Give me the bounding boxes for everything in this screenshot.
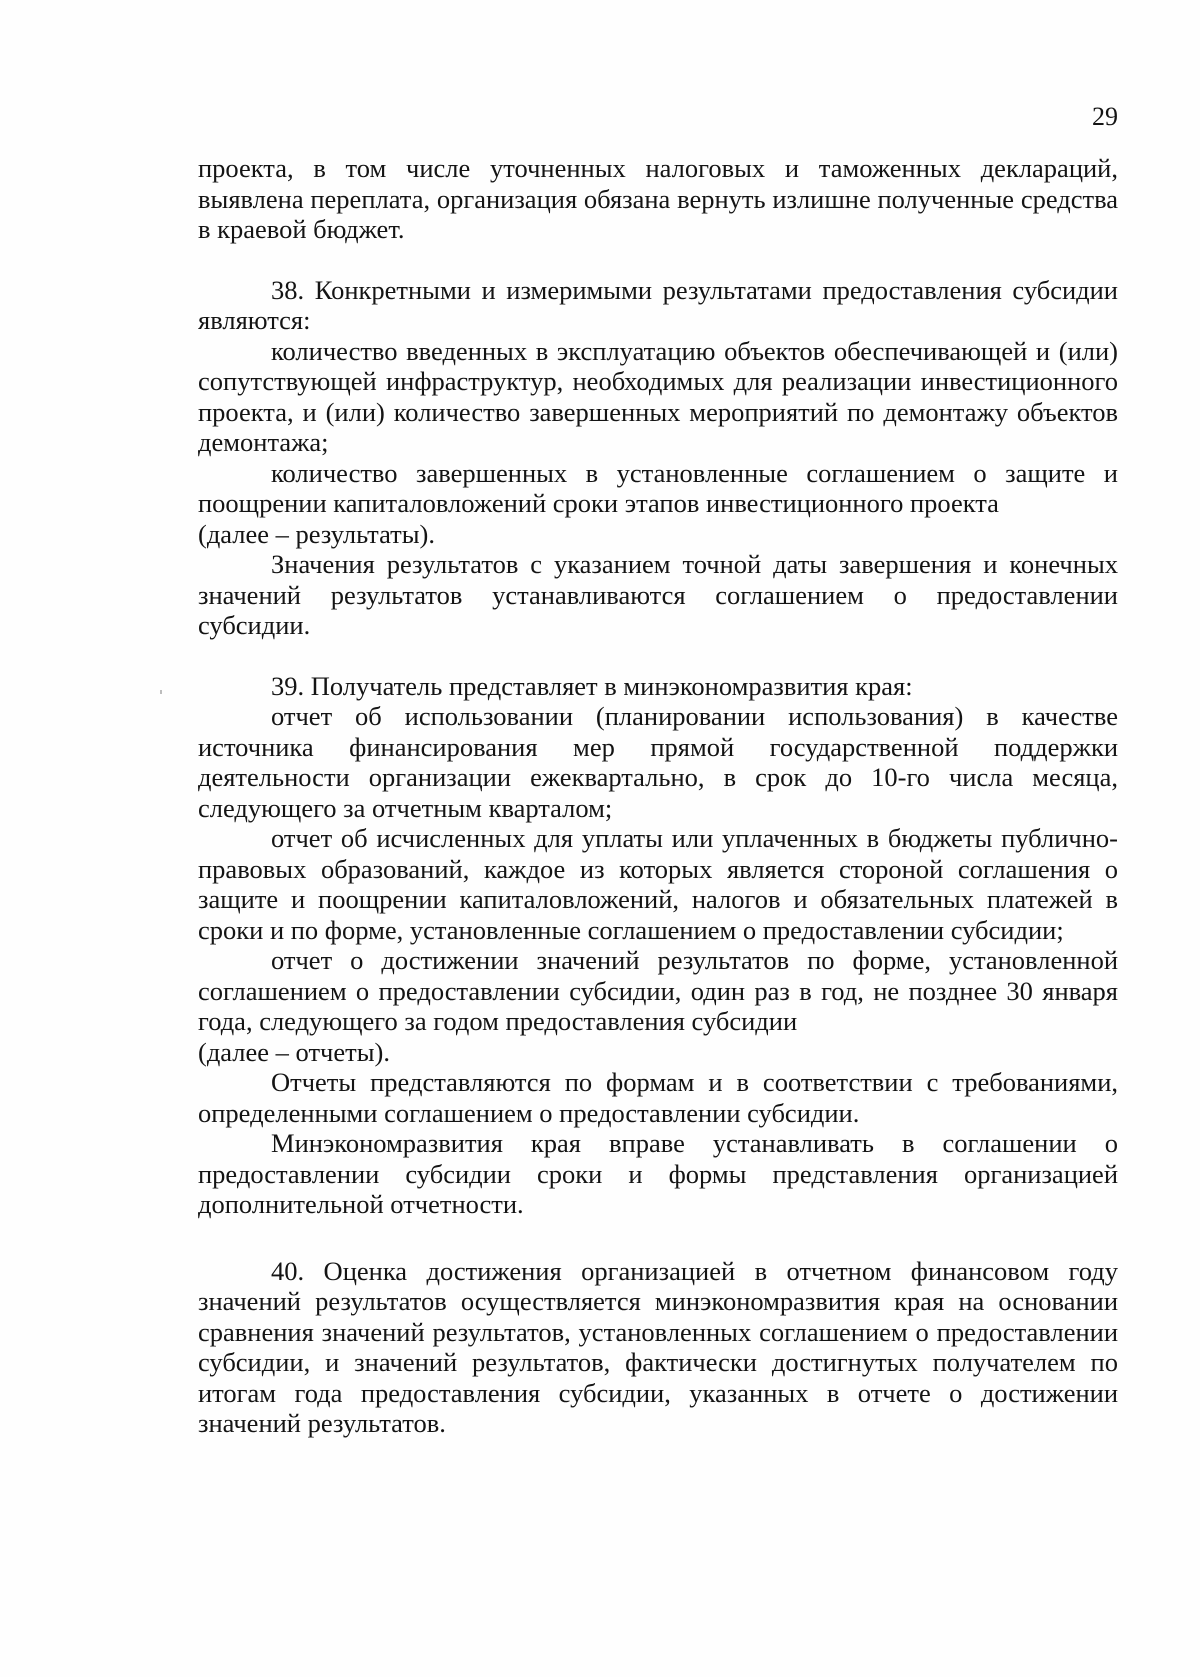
paragraph-39-usage-report: отчет об использовании (планировании использования) в качестве источника финансирования мер прямой государственной поддержки деятельности организации ежеквартально, в срок до 10-го числа месяца, следующего за отчетным кварталом; bbox=[198, 701, 1118, 823]
scan-speck bbox=[160, 690, 162, 694]
page-number: 29 bbox=[1092, 102, 1118, 131]
paragraph-38-results-def: (далее – результаты). bbox=[198, 518, 435, 549]
document-body bbox=[198, 153, 1118, 1439]
paragraph-39-forms: Отчеты представляются по формам и в соответствии с требованиями, определенными соглашением о предоставлении субсидии. bbox=[198, 1067, 1118, 1128]
paragraph-40-assessment: 40. Оценка достижения организацией в отчетном финансовом году значений результатов осуществляется минэкономразвития края на основании сравнения значений результатов, установленных соглашением о предоставлении субсидии, и значений результатов, фактически достигнутых получателем по итогам года предоставления субсидии, указанных в отчете о достижении значений результатов. bbox=[198, 1255, 1118, 1438]
paragraph-39-heading: 39. Получатель представляет в минэкономразвития края: bbox=[271, 670, 913, 701]
paragraph-39-results-report: отчет о достижении значений результатов по форме, установленной соглашением о предоставлении субсидии, один раз в год, не позднее 30 января года, следующего за годом предоставления субсидии bbox=[198, 945, 1118, 1036]
paragraph-38-stages: количество завершенных в установленные соглашением о защите и поощрении капиталовложений сроки этапов инвестиционного проекта bbox=[198, 457, 1118, 518]
paragraph-38-values: Значения результатов с указанием точной даты завершения и конечных значений результатов устанавливаются соглашением о предоставлении субсидии. bbox=[198, 549, 1118, 640]
paragraph-39-tax-report: отчет об исчисленных для уплаты или уплаченных в бюджеты публично-правовых образований, каждое из которых является стороной соглашения о защите и поощрении капиталовложений, налогов и обязательных платежей в сроки и по форме, установленные соглашением о предоставлении субсидии; bbox=[198, 823, 1118, 945]
section-gap bbox=[198, 245, 1118, 275]
section-gap bbox=[198, 1220, 1118, 1256]
section-gap bbox=[198, 641, 1118, 671]
paragraph-38-infrastructure: количество введенных в эксплуатацию объектов обеспечивающей и (или) сопутствующей инфраструктур, необходимых для реализации инвестиционного проекта, и (или) количество завершенных мероприятий по демонтажу объектов демонтажа; bbox=[198, 335, 1118, 457]
paragraph-overpayment: проекта, в том числе уточненных налоговых и таможенных деклараций, выявлена переплата, организация обязана вернуть излишне полученные средства в краевой бюджет. bbox=[198, 153, 1118, 244]
paragraph-39-reports-def: (далее – отчеты). bbox=[198, 1036, 390, 1067]
paragraph-38-heading: 38. Конкретными и измеримыми результатами предоставления субсидии являются: bbox=[198, 274, 1118, 335]
paragraph-39-additional: Минэкономразвития края вправе устанавливать в соглашении о предоставлении субсидии сроки и формы представления организацией дополнительной отчетности. bbox=[198, 1128, 1118, 1219]
